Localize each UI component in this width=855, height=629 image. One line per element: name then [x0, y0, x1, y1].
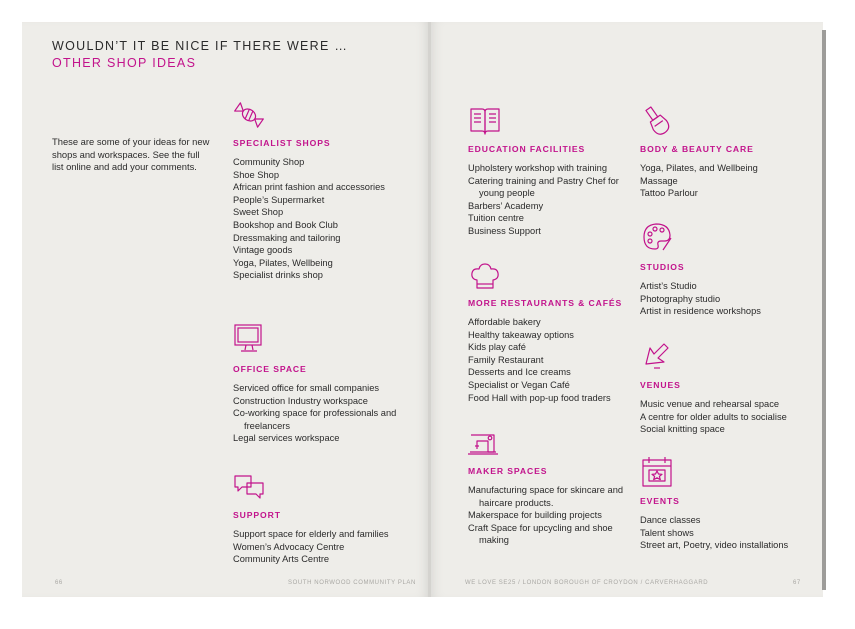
- list-item: Healthy takeaway options: [468, 329, 574, 340]
- list-item: Co-working space for professionals and freelancers: [233, 408, 397, 431]
- section-title: STUDIOS: [640, 262, 685, 272]
- left-running-title: SOUTH NORWOOD COMMUNITY PLAN: [288, 580, 416, 586]
- list-item: Specialist or Vegan Café: [468, 379, 570, 390]
- computer-monitor-icon: [232, 322, 266, 356]
- list-item: Specialist drinks shop: [233, 270, 323, 281]
- list-item: Sweet Shop: [233, 207, 284, 218]
- section-support: [233, 510, 418, 566]
- section-events: [640, 496, 815, 552]
- list-item: Women’s Advocacy Centre: [233, 541, 345, 552]
- list-item: Bookshop and Book Club: [233, 219, 338, 230]
- list-item: Social knitting space: [640, 424, 725, 435]
- page-heading: WOULDN’T IT BE NICE IF THERE WERE …: [52, 39, 349, 53]
- section-title: VENUES: [640, 380, 681, 390]
- list-item: Affordable bakery: [468, 317, 541, 327]
- nail-polish-icon: [640, 104, 674, 138]
- list-item: Massage: [640, 175, 678, 186]
- sweet-icon: [232, 98, 266, 132]
- list-item: Talent shows: [640, 527, 694, 538]
- sewing-machine-icon: [466, 426, 500, 460]
- list-item: Yoga, Pilates, and Wellbeing: [640, 163, 758, 173]
- section-title: OFFICE SPACE: [233, 364, 307, 374]
- list-item: Tattoo Parlour: [640, 188, 698, 199]
- right-page-number: 67: [793, 580, 801, 586]
- list-item: Community Shop: [233, 157, 305, 167]
- section-education-facilities: [468, 144, 633, 238]
- list-item: Construction Industry workspace: [233, 395, 368, 406]
- chef-hat-icon: [468, 260, 502, 294]
- list-item: Dressmaking and tailoring: [233, 232, 341, 243]
- list-item: Support space for elderly and families: [233, 529, 389, 539]
- page-edge: [822, 30, 826, 590]
- section-studios: [640, 262, 810, 318]
- list-item: A centre for older adults to socialise: [640, 411, 787, 422]
- list-item: Artist’s Studio: [640, 281, 697, 291]
- list-item: Makerspace for building projects: [468, 510, 602, 521]
- left-page-number: 66: [55, 580, 63, 586]
- list-item: Family Restaurant: [468, 354, 544, 365]
- list-item: Street art, Poetry, video installations: [640, 540, 789, 551]
- list-item: Serviced office for small companies: [233, 383, 380, 393]
- section-title: BODY & BEAUTY CARE: [640, 144, 754, 154]
- list-item: Photography studio: [640, 293, 721, 304]
- section-title: EVENTS: [640, 496, 680, 506]
- section-specialist-shops: [233, 138, 418, 282]
- list-item: Tuition centre: [468, 213, 524, 224]
- list-item: Music venue and rehearsal space: [640, 399, 780, 409]
- list-item: Manufacturing space for skincare and haircare products.: [468, 485, 624, 508]
- right-running-title: WE LOVE SE25 / LONDON BOROUGH OF CROYDON / CARVERHAGGARD: [465, 580, 709, 586]
- paint-palette-icon: [640, 220, 674, 254]
- page-subheading: OTHER SHOP IDEAS: [52, 56, 197, 70]
- open-book-icon: [468, 104, 502, 138]
- list-item: Craft Space for upcycling and shoe making: [468, 522, 613, 546]
- section-restaurants: [468, 298, 638, 404]
- list-item: Upholstery workshop with training: [468, 163, 607, 173]
- section-title: SUPPORT: [233, 510, 281, 520]
- section-title: SPECIALIST SHOPS: [233, 138, 331, 148]
- section-venues: [640, 380, 820, 436]
- speech-bubbles-icon: [232, 470, 266, 504]
- list-item: African print fashion and accessories: [233, 182, 385, 193]
- list-item: Artist in residence workshops: [640, 306, 761, 317]
- list-item: Food Hall with pop-up food traders: [468, 392, 611, 403]
- intro-text: These are some of your ideas for new shops and workspaces. See the full list online and add your comments.: [52, 136, 210, 172]
- section-office-space: [233, 364, 413, 445]
- book-spine: [428, 22, 431, 597]
- section-title: MORE RESTAURANTS & CAFÉS: [468, 298, 623, 308]
- section-title: EDUCATION FACILITIES: [468, 144, 586, 154]
- list-item: Catering training and Pastry Chef for young people: [468, 175, 619, 199]
- section-title: MAKER SPACES: [468, 466, 548, 476]
- list-item: Yoga, Pilates, Wellbeing: [233, 257, 333, 268]
- list-item: Community Arts Centre: [233, 554, 330, 565]
- cursor-arrow-icon: [640, 338, 674, 372]
- list-item: People’s Supermarket: [233, 194, 325, 205]
- list-item: Business Support: [468, 225, 541, 236]
- list-item: Legal services workspace: [233, 433, 340, 444]
- calendar-icon: [640, 455, 674, 489]
- list-item: Shoe Shop: [233, 169, 280, 180]
- list-item: Dance classes: [640, 515, 701, 525]
- list-item: Barbers’ Academy: [468, 200, 544, 211]
- list-item: Vintage goods: [233, 245, 293, 256]
- list-item: Kids play café: [468, 342, 526, 353]
- section-maker-spaces: [468, 466, 633, 547]
- list-item: Desserts and Ice creams: [468, 367, 571, 378]
- section-body-beauty: [640, 144, 810, 200]
